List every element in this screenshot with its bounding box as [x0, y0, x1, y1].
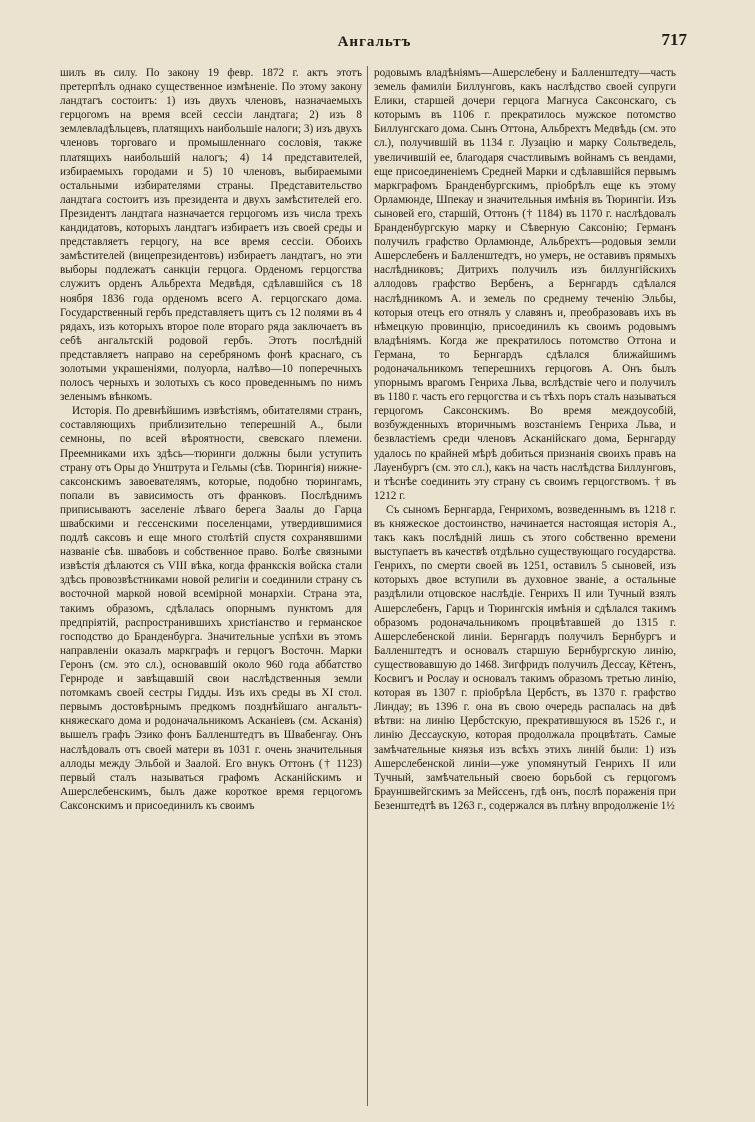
right-paragraph-2: Съ сыномъ Бернгарда, Генрихомъ, возведеннымъ въ 1218 г. въ княжеское достоинство, начинается настоящая исторія А., такъ какъ послѣдній лишь съ этого собственно времени выступаетъ въ качествѣ отдѣльно существующаго государства. Генрихъ, по смерти своей въ 1251, оставилъ 5 сыновей, изъ которыхъ двое вступили въ духовное званіе, а остальные раздѣлили отцовское наслѣдіе. Генрихъ II или Тучный взялъ Ашерслебенъ, Гарцъ и Тюрингскія имѣнія и сдѣлался такимъ образомъ родоначальникомъ процвѣтавшей до 1315 г. Ашерслебенской линіи. Бернгардъ получилъ Бернбургъ и Балленштедтъ и основалъ старшую Бернбургскую линію, существовавшую до 1468. Зигфридъ получилъ Дессау, Кётенъ, Косвигъ и Рослау и основалъ такимъ образомъ третью линію, которая въ 1307 г. пріобрѣла Цербстъ, въ 1370 г. графство Линдау; въ 1396 г. она въ свою очередь распалась на двѣ вѣтви: на линію Цербстскую, прекратившуюся въ 1526 г., и линію Дессаускую, которая продолжала процвѣтать. Самые замѣчательные князья изъ всѣхъ этихъ линій были: 1) изъ Ашерслебенской линіи—уже упомянутый Генрихъ II или Тучный, замѣчательный своею борьбой съ герцогомъ Брауншвейгскимъ за Мейссенъ, гдѣ онъ, послѣ пораженія при Безенштедтѣ въ 1263 г., содержался въ плѣну впродолженіе 1½ — [374, 503, 676, 812]
column-divider — [367, 66, 368, 1106]
left-column — [60, 66, 362, 1106]
right-column — [374, 66, 676, 1106]
page-number: 717 — [661, 30, 687, 49]
right-paragraph-1: родовымъ владѣніямъ—Ашерслебену и Балленштедту—часть земель фамиліи Биллунговъ, какъ наслѣдство своей супруги Елики, старшей дочери герцога Магнуса Саксонскаго, съ которымъ въ 1106 г. прекратилось мужское потомство Биллунгскаго дома. Сынъ Оттона, Альбрехтъ Медвѣдь (см. это сл.), получившій въ 1134 г. Лузацію и марку Сольтведель, увеличившій ее, благодаря счастливымъ войнамъ съ вендами, еще присоединеніемъ Средней Марки и сдѣлавшійся первымъ маркграфомъ Бранденбургскимъ, пріобрѣлъ еще къ этому Орламюнде, Шпекау и значительныя имѣнія въ Тюрингіи. Изъ сыновей его, старшій, Оттонъ († 1184) въ 1170 г. наслѣдовалъ Бранденбургскую марку и Сѣверную Саксонію; Германъ получилъ графство Орламюнде, Альбрехтъ—родовыя земли Ашерслебенъ и Балленштедтъ, но умеръ, не оставивъ прямыхъ наслѣдниковъ; Дитрихъ получилъ изъ биллунгійскихъ аллодовъ графство Вербенъ, а Бернгардъ сдѣлался наслѣдникомъ А. и земель по среднему теченію Эльбы, которыя отецъ его отнялъ у славянъ и, преобразовавъ ихъ въ нѣмецкую провинцію, присоединилъ къ своимъ родовымъ владѣніямъ. Когда же прекратилось потомство Оттона и Германа, то Бернгардъ сдѣлался ближайшимъ родоначальникомъ теперешнихъ герцоговъ А. Онъ былъ упорнымъ врагомъ Генриха Льва, вслѣдствіе чего и получилъ въ 1180 г. часть его герцогства и съ тѣхъ поръ сталъ называться герцогомъ Саксонскимъ. Во время междоусобій, возбужденныхъ вторичнымъ возстаніемъ Генриха Льва, и безвластіемъ среди членовъ Асканійскаго дома, Бернгарду удалось по крайней мѣрѣ добиться признанія своихъ правъ на Лауенбургъ (см. это сл.), какъ на часть наслѣдства Биллунговъ, и тѣснѣе соединить эту страну съ своимъ герцогствомъ. † въ 1212 г. — [374, 67, 676, 502]
page-header — [62, 30, 687, 58]
running-head-title: Ангальтъ — [337, 34, 412, 50]
text-columns — [60, 66, 690, 1106]
left-paragraph-2: Исторія. По древнѣйшимъ извѣстіямъ, обитателями странъ, составляющихъ приблизительно теперешній А., были семноны, по всей вѣроятности, свевскаго племени. Преемниками ихъ здѣсь—тюринги должны были уступить страну отъ Оры до Унштрута и Гельмы (сѣв. Тюрингія) нижне-саксонскимъ завоевателямъ, которые, подобно тюрингамъ, попали въ зависимость отъ франковъ. Послѣднимъ приписываютъ заселеніе лѣваго берега Заалы до Гарца швабскими и гессенскими поселенцами, утвердившимися подлѣ саксовъ и еще много столѣтій спустя сохранявшими названіе сѣв. швабовъ и собственное право. Болѣе связными извѣстія дѣлаются съ VIII вѣка, когда франкскія войска стали здѣсь провозвѣстниками новой религіи и соединили страну съ восточной маркой новой всемірной монархіи. Страна эта, такимъ образомъ, сдѣлалась опорнымъ пунктомъ для предпріятій, распространившихъ христіанство и германское господство до Бранденбурга. Значительные успѣхи въ этомъ направленіи оказалъ маркграфъ и герцогъ Восточн. Марки Геронъ (см. это сл.), основавшій около 960 года аббатство Гернроде и завѣщавшій свои наслѣдственныя земли потомкамъ своей сестры Гидды. Изъ ихъ среды въ XI стол. первымъ достовѣрнымъ предкомъ позднѣйшаго ангальтъ-княжескаго дома и родоначальникомъ Асканіевъ (см. Асканія) вышелъ графъ Эзико фонъ Балленштедтъ въ Швабенгау. Онъ наслѣдовалъ отъ своей матери въ 1031 г. очень значительныя аллоды между Эльбой и Заалой. Его внукъ Оттонъ († 1123) первый сталъ называться графомъ Асканійскимъ и Ашерслебенскимъ, былъ даже короткое время герцогомъ Саксонскимъ и присоединилъ къ своимъ — [60, 405, 362, 812]
left-paragraph-1: шилъ въ силу. По закону 19 февр. 1872 г. актъ этотъ претерпѣлъ однако существенное измѣненіе. По этому закону ландтагъ состоитъ: 1) изъ двухъ членовъ, назначаемыхъ герцогомъ на время всей сессіи ландтага; 2) изъ 8 землевладѣльцевъ, платящихъ наибольшіе налоги; 3) изъ двухъ членовъ торговаго и промышленнаго сословія, также платящихъ наибольшій налогъ; 4) 14 представителей, избираемыхъ городами и 5) 10 членовъ, выбираемыми остальными избирателями страны. Представительство ландтага состоитъ изъ президента и двухъ замѣстителей его. Президентъ ландтага назначается герцогомъ изъ числа трехъ кандидатовъ, которыхъ ландтагъ избираетъ изъ своей среды и представляетъ герцогу, на все время сессіи. Обоихъ замѣстителей (вицепрезидентовъ) избираетъ ландтагъ, но эти выборы подлежатъ санкціи герцога. Орденомъ герцогства служитъ орденъ Альбрехта Медвѣдя, сдѣлавшійся съ 18 ноября 1836 года орденомъ всего А. герцогскаго дома. Государственный гербъ представляетъ щитъ съ 12 полями въ 4 рядахъ, изъ которыхъ второе поле втораго ряда заключаетъ въ себѣ ангальтскій родовой гербъ. Этотъ послѣдній представляетъ направо на серебряномъ фонѣ краснаго, съ золотыми украшеніями, полуорла, налѣво—10 поперечныхъ полосъ черныхъ и золотыхъ съ косо проведеннымъ по нимъ зеленымъ вѣнкомъ. — [60, 67, 362, 404]
